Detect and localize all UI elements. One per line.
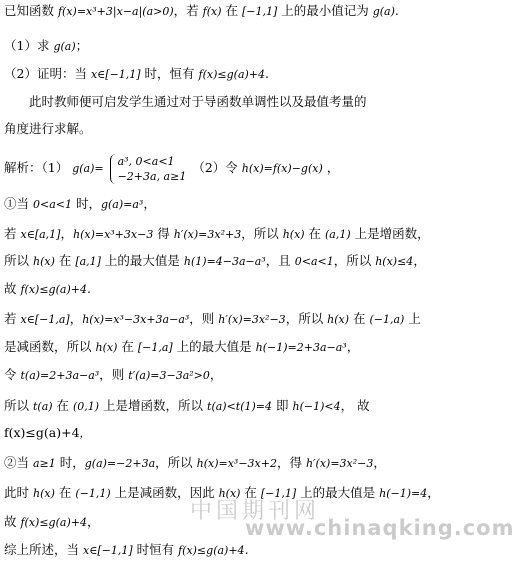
math-expression: h(1)=4−3a−a³ <box>183 255 266 268</box>
text-fragment: ， <box>413 253 426 268</box>
math-expression: 0<a<1 <box>294 255 334 268</box>
g-of-a: g(a)= <box>72 162 104 175</box>
math-expression: h(x) <box>95 341 118 354</box>
math-expression: h(x) <box>32 487 55 500</box>
text-fragment: 在 <box>54 485 76 500</box>
text-fragment: ，所以 <box>333 253 376 268</box>
h-definition: h(x)=f(x)−g(x) <box>241 162 323 175</box>
text-line <box>4 281 435 298</box>
left-brace <box>110 154 117 184</box>
text-line <box>4 485 440 502</box>
text-line <box>4 311 435 328</box>
text-fragment: 上是减函数，因此 <box>110 485 219 500</box>
text-fragment: 若 <box>4 226 21 241</box>
text-fragment: ， <box>86 514 100 529</box>
text-fragment: 所以 <box>4 398 33 413</box>
text-fragment: ，得 <box>276 455 306 470</box>
math-expression: f(x)≤g(a)+4 <box>20 283 87 296</box>
math-expression: h(−1)<4 <box>292 400 341 413</box>
text-fragment: 在 <box>304 226 326 241</box>
text-fragment: . <box>244 542 249 557</box>
math-expression: h(x)=x³−3x+2 <box>196 457 277 470</box>
text-fragment: ，所以 <box>155 455 197 470</box>
math-expression: [−1,a] <box>137 341 173 354</box>
text-fragment: ， 故 <box>340 398 370 413</box>
text-fragment: ， <box>209 367 223 382</box>
math-expression: g(a)=a³ <box>100 198 144 211</box>
math-expression: g(a) <box>53 40 76 53</box>
case-two: −2+3a, a≥1 <box>117 169 187 183</box>
text-fragment: 令 <box>4 367 21 382</box>
text-fragment: 若 <box>4 311 21 326</box>
text-fragment: 已知函数 <box>4 3 58 18</box>
solution-line <box>4 150 435 186</box>
math-expression: (0,1) <box>73 400 100 413</box>
math-expression: h(x) <box>218 487 241 500</box>
math-expression: h′(x)=3x²−3 <box>305 457 374 470</box>
math-expression: f(x)≤g(a)+4 <box>178 544 245 557</box>
text-fragment: ，所以 <box>285 311 328 326</box>
text-fragment: 在 <box>52 398 73 413</box>
solution-end: ， <box>326 160 340 175</box>
text-fragment: ，则 <box>99 367 129 382</box>
text-line <box>4 425 435 442</box>
text-fragment: ②当 <box>4 455 33 470</box>
text-fragment: ， <box>69 311 83 326</box>
math-expression: h(x) <box>32 255 55 268</box>
text-fragment: 上 <box>404 311 421 326</box>
text-line <box>4 121 435 137</box>
text-fragment: （1）求 <box>4 38 54 53</box>
watermark-chinese: 中国期刊网 <box>190 499 321 524</box>
math-expression: t(a)<t(1)=4 <box>207 400 273 413</box>
text-fragment: 上是增函数， <box>350 226 430 241</box>
math-expression: g(a)=−2+3a <box>84 457 156 470</box>
text-line <box>4 367 435 384</box>
text-fragment: ，则 <box>189 311 219 326</box>
text-fragment: . <box>86 281 91 296</box>
math-expression: [−1,1] <box>241 5 278 18</box>
text-line <box>4 455 435 472</box>
text-line <box>4 339 435 356</box>
text-fragment: 此时 <box>4 485 33 500</box>
text-line <box>4 66 435 83</box>
math-expression: h′(x)=3x²+3 <box>173 228 242 241</box>
math-expression: h′(x)=3x²−3 <box>218 313 286 326</box>
text-fragment: 时， <box>55 455 85 470</box>
math-expression: t′(a)=3−3a²>0 <box>128 369 210 382</box>
text-line <box>4 226 435 243</box>
math-expression: ， <box>79 427 91 440</box>
text-fragment: ， <box>373 455 386 470</box>
text-fragment: ， <box>60 226 73 241</box>
text-fragment: 是减函数，所以 <box>4 339 96 354</box>
text-fragment: 故 <box>4 514 21 529</box>
text-fragment: . <box>265 66 269 81</box>
math-expression: 0<a<1 <box>32 198 72 211</box>
text-fragment: 在 <box>54 253 76 268</box>
text-fragment: 上的最小值记为 <box>277 3 373 18</box>
text-line <box>4 253 435 270</box>
math-expression: f(x) <box>202 5 222 18</box>
math-expression: h(x)=x³−3x+3a−a³ <box>82 313 190 326</box>
text-fragment: ； <box>75 38 89 53</box>
math-expression: x∈[−1,a] <box>20 313 70 326</box>
math-expression: a≥1 <box>32 457 56 470</box>
math-expression: f(x)≤g(a)+4 <box>20 516 87 529</box>
text-fragment: ， <box>143 196 156 211</box>
text-line <box>4 514 435 531</box>
text-fragment: 上的最大值是 <box>296 485 380 500</box>
piecewise-definition <box>110 154 187 184</box>
text-fragment: 所以 <box>4 253 33 268</box>
text-fragment: 故 <box>4 281 21 296</box>
text-fragment: ， <box>346 339 360 354</box>
math-expression: [a,1] <box>75 255 101 268</box>
watermark-url: www.chinaqking.com <box>245 516 514 540</box>
text-fragment: 在 <box>240 485 261 500</box>
solution-prefix: 解析：（1） <box>4 160 69 175</box>
text-fragment: 得 <box>153 226 174 241</box>
math-expression: (−1,a) <box>369 313 405 326</box>
math-expression: x∈[−1,1] <box>82 544 133 557</box>
text-fragment: 在 <box>221 3 242 18</box>
text-fragment: 在 <box>117 339 138 354</box>
text-line <box>4 196 435 213</box>
text-fragment: 时恒有 <box>132 542 179 557</box>
case-one: a³, 0<a<1 <box>117 154 175 168</box>
text-fragment: f(x)≤g(a)+4 <box>4 425 80 440</box>
math-expression: g(a) <box>372 5 395 18</box>
text-fragment: ，所以 <box>241 226 283 241</box>
math-expression: h(x) <box>282 228 305 241</box>
text-fragment: 时，恒有 <box>140 66 199 81</box>
math-expression: h(−1)=4 <box>379 487 428 500</box>
text-fragment: ，若 <box>173 3 203 18</box>
math-expression: (a,1) <box>325 228 351 241</box>
text-fragment: ， <box>427 485 440 500</box>
text-fragment: 角度进行求解。 <box>4 121 92 136</box>
text-fragment: ，且 <box>265 253 295 268</box>
text-line <box>4 398 435 415</box>
math-expression: f(x)=x³+3|x−a|(a>0) <box>57 5 174 18</box>
math-expression: h(−1)=2+3a−a³ <box>255 341 347 354</box>
math-expression: [−1,1] <box>260 487 297 500</box>
math-expression: x∈[a,1] <box>20 228 61 241</box>
math-expression: t(a) <box>32 400 53 413</box>
math-expression: h(x) <box>327 313 350 326</box>
math-expression: f(x)≤g(a)+4 <box>198 68 266 81</box>
math-expression: t(a)=2+3a−a³ <box>20 369 100 382</box>
part-two-label: （2）令 <box>192 160 242 175</box>
text-line <box>4 94 435 110</box>
math-expression: h(x)=x³+3x−3 <box>72 228 154 241</box>
text-fragment: 此时教师便可启发学生通过对于导函数单调性以及最值考量的 <box>4 94 367 109</box>
text-line <box>4 542 435 559</box>
math-expression: x∈[−1,1] <box>90 68 141 81</box>
text-fragment: （2）证明：当 <box>4 66 91 81</box>
text-line <box>4 3 435 20</box>
text-fragment: ①当 <box>4 196 33 211</box>
text-fragment: 时， <box>71 196 101 211</box>
math-expression: (−1,1) <box>75 487 111 500</box>
text-fragment: 即 <box>272 398 293 413</box>
text-line <box>4 38 435 55</box>
text-fragment: 上的最大值是 <box>172 339 256 354</box>
text-fragment: 上是增函数，所以 <box>99 398 208 413</box>
text-fragment: 上的最大值是 <box>100 253 184 268</box>
text-fragment: 综上所述，当 <box>4 542 83 557</box>
math-expression: h(x)≤4 <box>375 255 414 268</box>
text-fragment: 在 <box>349 311 370 326</box>
text-fragment: . <box>394 3 399 18</box>
